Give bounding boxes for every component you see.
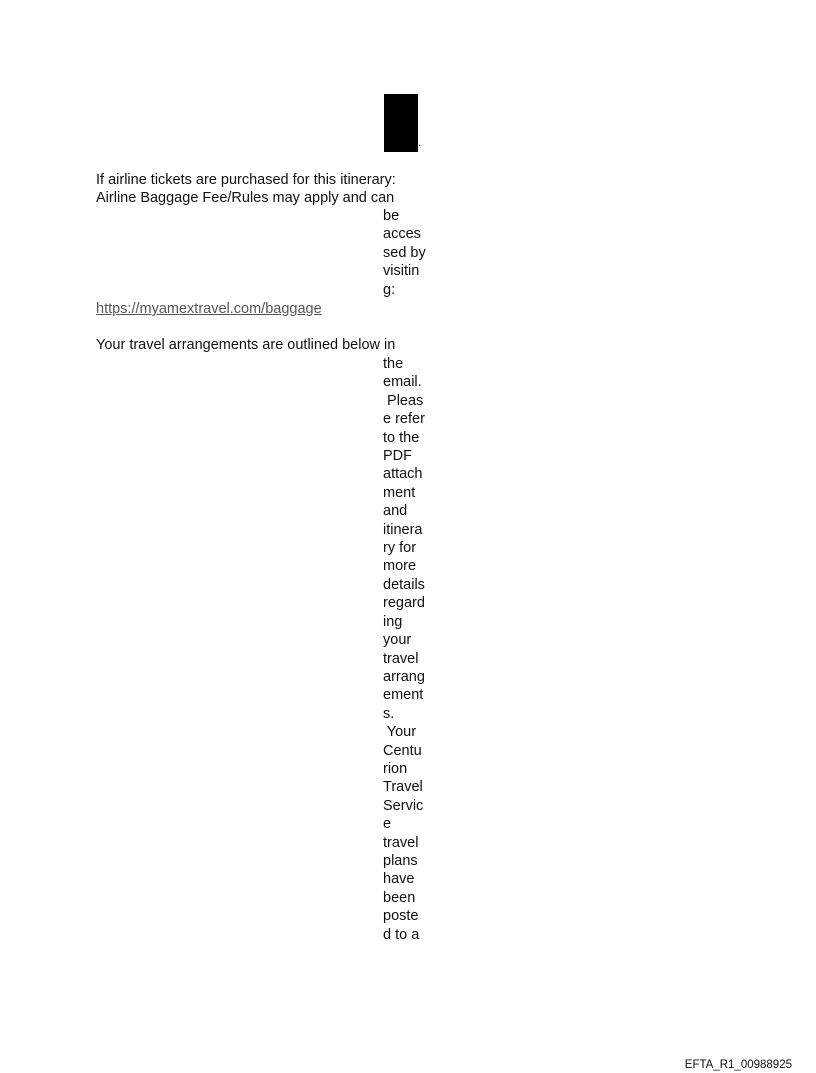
wrapped-text-line: Your <box>383 724 417 741</box>
wrapped-text-line: be <box>383 208 400 224</box>
baggage-notice-wrapped-text <box>383 207 443 299</box>
wrapped-text-line: visitin <box>383 263 420 280</box>
wrapped-text-line: g: <box>383 281 396 298</box>
wrapped-text-line: to the <box>383 429 420 446</box>
wrapped-text-line: poste <box>383 908 419 925</box>
wrapped-text-line: Centu <box>383 742 422 759</box>
wrapped-text-line: arrang <box>383 668 425 685</box>
wrapped-text-line: ry for <box>383 540 417 557</box>
wrapped-text-line: details <box>383 576 425 593</box>
wrapped-text-line: the <box>383 356 404 372</box>
wrapped-text-line: Pleas <box>383 392 424 409</box>
wrapped-text-line: d to a <box>383 926 420 943</box>
wrapped-text-line: sed by <box>383 244 426 261</box>
wrapped-text-line: your <box>383 632 412 649</box>
wrapped-text-line: ment <box>383 484 416 501</box>
document-id: EFTA_R1_00988925 <box>684 1059 792 1071</box>
wrapped-text-line: e refer <box>383 411 425 428</box>
wrapped-text-line: plans <box>383 852 418 869</box>
wrapped-text-line: ing <box>383 613 403 630</box>
wrapped-text-line: PDF <box>383 448 412 465</box>
wrapped-text-line: been <box>383 889 416 906</box>
wrapped-text-line: acces <box>383 226 421 243</box>
wrapped-text-line: e <box>383 816 392 833</box>
baggage-link[interactable]: https://myamextravel.com/baggage <box>96 301 322 317</box>
wrapped-text-line: Travel <box>383 779 423 796</box>
wrapped-text-line: email. <box>383 374 422 391</box>
baggage-notice-line-1: If airline tickets are purchased for this itinerary: <box>96 172 396 188</box>
wrapped-text-line: and <box>383 503 408 520</box>
arrangements-line-1: Your travel arrangements are outlined below in <box>96 337 396 353</box>
wrapped-text-line: itinera <box>383 521 423 538</box>
baggage-notice-line-2: Airline Baggage Fee/Rules may apply and can <box>96 190 395 206</box>
wrapped-text-line: Servic <box>383 797 424 814</box>
wrapped-text-line: regard <box>383 595 425 612</box>
wrapped-text-line: travel <box>383 650 419 667</box>
wrapped-text-line: travel <box>383 834 419 851</box>
wrapped-text-line: attach <box>383 466 423 483</box>
wrapped-text-line: rion <box>383 760 408 777</box>
wrapped-text-line: ement <box>383 687 424 704</box>
wrapped-text-line: s. <box>383 705 395 722</box>
wrapped-text-line: have <box>383 871 415 888</box>
wrapped-text-line: more <box>383 558 417 575</box>
redaction-trailing-period: . <box>418 135 422 149</box>
redaction-block <box>384 94 418 152</box>
arrangements-wrapped-text <box>383 355 443 944</box>
